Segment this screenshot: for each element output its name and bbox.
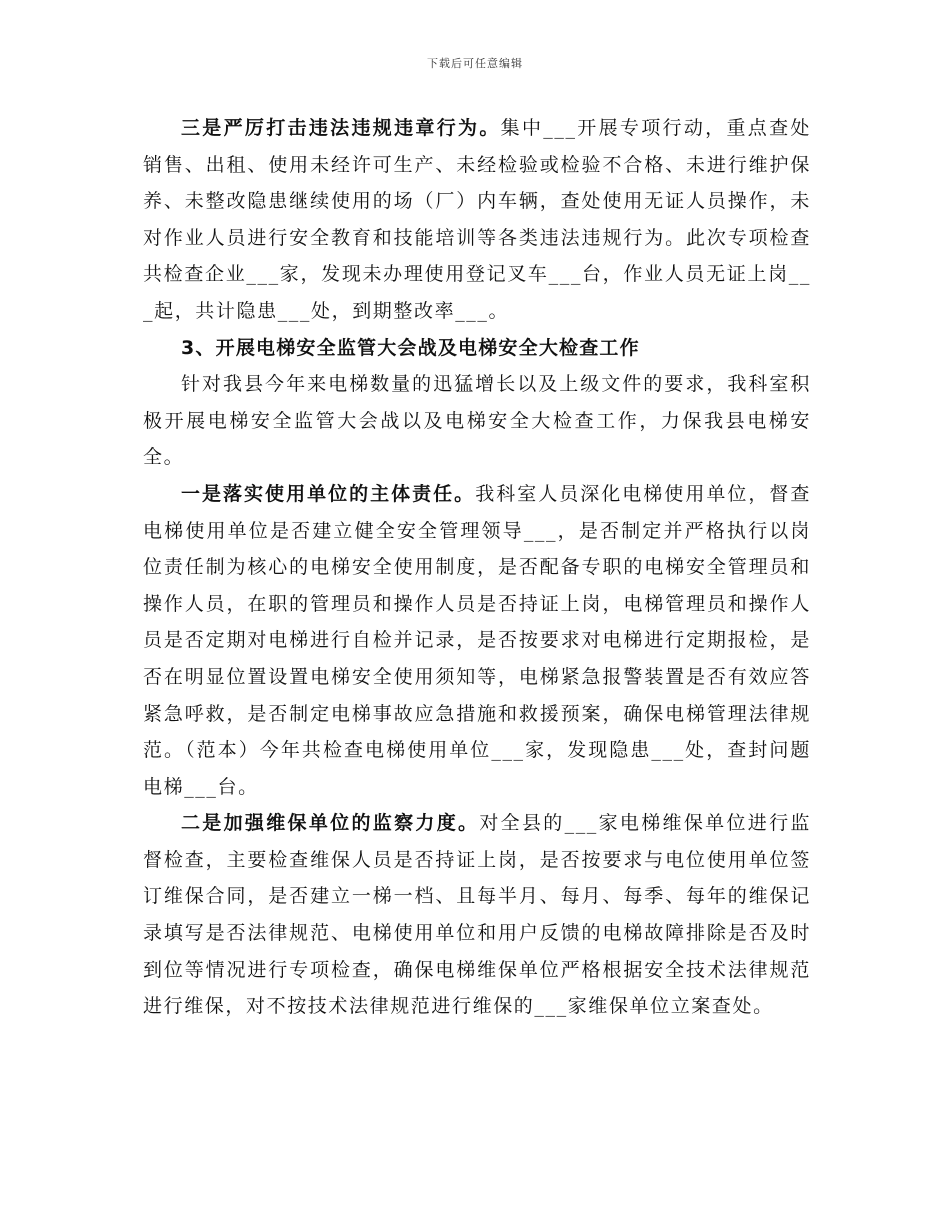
paragraph-text: 集中___开展专项行动，重点查处销售、出租、使用未经许可生产、未经检验或检验不合格、未进行维护保养、未整改隐患继续使用的场（厂）内车辆，查处使用无证人员操作，未对作业人员进行安全教育和技能培训等各类违法违规行为。此次专项检查共检查企业___家，发现未办理使用登记叉车___台，作业人员无证上岗___起，共计隐患___处，到期整改率___。 [143, 117, 811, 322]
paragraph-text: 针对我县今年来电梯数量的迅猛增长以及上级文件的要求，我科室积极开展电梯安全监管大会战以及电梯安全大检查工作，力保我县电梯安全。 [143, 373, 811, 469]
page-header-note: 下载后可任意编辑 [427, 57, 523, 70]
paragraph-text: 我科室人员深化电梯使用单位，督查电梯使用单位是否建立健全安全管理领导___，是否制定并严格执行以岗位责任制为核心的电梯安全使用制度，是否配备专职的电梯安全管理员和操作人员，在职的管理员和操作人员是否持证上岗，电梯管理员和操作人员是否定期对电梯进行自检并记录，是否按要求对电梯进行定期报检，是否在明显位置设置电梯安全使用须知等，电梯紧急报警装置是否有效应答紧急呼救，是否制定电梯事故应急措施和救援预案，确保电梯管理法律规范。（范本）今年共检查电梯使用单位___家，发现隐患___处，查封问题电梯___台。 [143, 482, 811, 798]
paragraph-lead: 二是加强维保单位的监察力度。 [181, 812, 480, 835]
paragraph-user-responsibility [143, 476, 811, 805]
paragraph-elevator-intro [143, 366, 811, 476]
paragraph-maintenance-supervision [143, 805, 811, 1025]
paragraph-text: 对全县的___家电梯维保单位进行监督检查，主要检查维保人员是否持证上岗，是否按要求与电位使用单位签订维保合同，是否建立一梯一档、且每半月、每月、每季、每年的维保记录填写是否法律规范、电梯使用单位和用户反馈的电梯故障排除是否及时到位等情况进行专项检查，确保电梯维保单位严格根据安全技术法律规范进行维保，对不按技术法律规范进行维保的___家维保单位立案查处。 [143, 812, 812, 1018]
paragraph-crackdown [143, 110, 811, 330]
document-body [143, 110, 811, 1025]
section-heading-elevator: 3、开展电梯安全监管大会战及电梯安全大检查工作 [181, 336, 640, 359]
paragraph-lead: 一是落实使用单位的主体责任。 [181, 482, 476, 505]
paragraph-lead: 三是严厉打击违法违规违章行为。 [181, 117, 501, 139]
